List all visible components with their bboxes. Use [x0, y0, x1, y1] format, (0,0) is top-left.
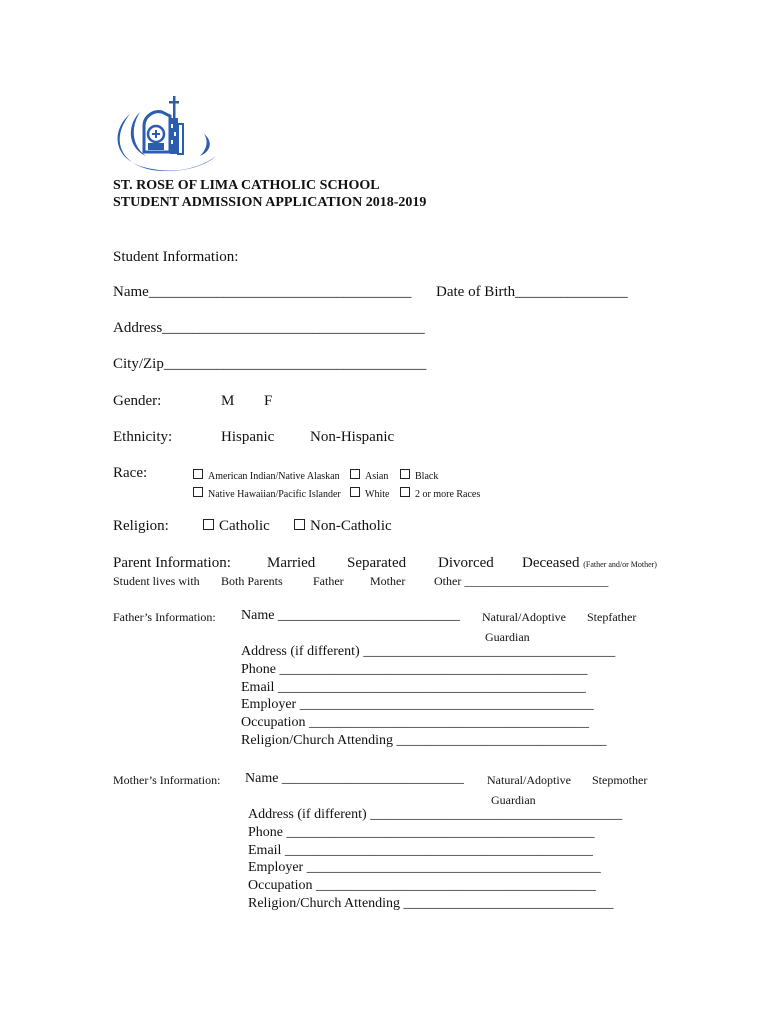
- checkbox-icon[interactable]: [350, 487, 360, 497]
- address-field[interactable]: Address___________________________________: [113, 320, 425, 336]
- checkbox-icon[interactable]: [193, 487, 203, 497]
- mother-guardian-option[interactable]: Guardian: [491, 793, 536, 807]
- form-title: STUDENT ADMISSION APPLICATION 2018-2019: [113, 195, 427, 210]
- lives-with-mother-option[interactable]: Mother: [370, 574, 406, 588]
- school-logo: [110, 94, 226, 174]
- parent-separated-option[interactable]: Separated: [347, 555, 407, 571]
- mother-email-field[interactable]: Email ____________________________________________: [248, 843, 593, 858]
- lives-with-other-field[interactable]: Other ________________________: [434, 574, 609, 588]
- father-occupation-field[interactable]: Occupation ________________________________________: [241, 715, 590, 730]
- school-crest-icon: [110, 94, 226, 174]
- father-phone-field[interactable]: Phone ____________________________________________: [241, 662, 588, 677]
- parent-info-label: Parent Information:: [113, 555, 231, 571]
- religion-catholic-option[interactable]: Catholic: [203, 518, 270, 535]
- checkbox-icon[interactable]: [193, 469, 203, 479]
- mother-employer-field[interactable]: Employer __________________________________________: [248, 860, 601, 875]
- parent-divorced-option[interactable]: Divorced: [438, 555, 494, 571]
- mother-natural-option[interactable]: Natural/Adoptive: [487, 773, 571, 787]
- race-option-american-indian[interactable]: American Indian/Native Alaskan: [193, 469, 340, 482]
- mother-name-field[interactable]: Name __________________________: [245, 771, 464, 786]
- ethnicity-non-hispanic-option[interactable]: Non-Hispanic: [310, 429, 395, 445]
- lives-with-both-option[interactable]: Both Parents: [221, 574, 283, 588]
- lives-with-father-option[interactable]: Father: [313, 574, 344, 588]
- father-natural-option[interactable]: Natural/Adoptive: [482, 610, 566, 624]
- religion-label: Religion:: [113, 518, 169, 534]
- student-section-label: Student Information:: [113, 249, 239, 265]
- mother-info-label: Mother’s Information:: [113, 773, 221, 787]
- gender-label: Gender:: [113, 393, 162, 409]
- father-guardian-option[interactable]: Guardian: [485, 630, 530, 644]
- race-option-asian[interactable]: Asian: [350, 469, 388, 482]
- father-info-label: Father’s Information:: [113, 610, 216, 624]
- school-name: ST. ROSE OF LIMA CATHOLIC SCHOOL: [113, 178, 380, 193]
- mother-occupation-field[interactable]: Occupation ________________________________________: [248, 878, 597, 893]
- checkbox-icon[interactable]: [400, 469, 410, 479]
- parent-married-option[interactable]: Married: [267, 555, 316, 571]
- date-of-birth-field[interactable]: Date of Birth_______________: [436, 284, 628, 300]
- checkbox-icon[interactable]: [294, 519, 305, 530]
- parent-deceased-option[interactable]: Deceased (Father and/or Mother): [522, 555, 657, 571]
- father-email-field[interactable]: Email ____________________________________________: [241, 680, 586, 695]
- father-employer-field[interactable]: Employer __________________________________________: [241, 697, 594, 712]
- checkbox-icon[interactable]: [350, 469, 360, 479]
- checkbox-icon[interactable]: [400, 487, 410, 497]
- race-option-black[interactable]: Black: [400, 469, 438, 482]
- city-zip-field[interactable]: City/Zip___________________________________: [113, 356, 427, 372]
- father-address-field[interactable]: Address (if different) ____________________________________: [241, 644, 616, 659]
- mother-stepmother-option[interactable]: Stepmother: [592, 773, 648, 787]
- race-label: Race:: [113, 465, 148, 481]
- race-option-two-or-more[interactable]: 2 or more Races: [400, 487, 480, 500]
- lives-with-label: Student lives with: [113, 574, 200, 588]
- father-religion-field[interactable]: Religion/Church Attending ______________________________: [241, 733, 607, 748]
- gender-m-option[interactable]: M: [221, 393, 235, 409]
- mother-address-field[interactable]: Address (if different) ____________________________________: [248, 807, 623, 822]
- mother-religion-field[interactable]: Religion/Church Attending ______________________________: [248, 896, 614, 911]
- ethnicity-hispanic-option[interactable]: Hispanic: [221, 429, 275, 445]
- father-stepfather-option[interactable]: Stepfather: [587, 610, 637, 624]
- deceased-note: (Father and/or Mother): [583, 560, 657, 569]
- race-option-white[interactable]: White: [350, 487, 389, 500]
- ethnicity-label: Ethnicity:: [113, 429, 173, 445]
- checkbox-icon[interactable]: [203, 519, 214, 530]
- father-name-field[interactable]: Name __________________________: [241, 608, 460, 623]
- religion-non-catholic-option[interactable]: Non-Catholic: [294, 518, 392, 535]
- race-option-native-hawaiian[interactable]: Native Hawaiian/Pacific Islander: [193, 487, 341, 500]
- mother-phone-field[interactable]: Phone ____________________________________________: [248, 825, 595, 840]
- student-name-field[interactable]: Name___________________________________: [113, 284, 412, 300]
- gender-f-option[interactable]: F: [264, 393, 273, 409]
